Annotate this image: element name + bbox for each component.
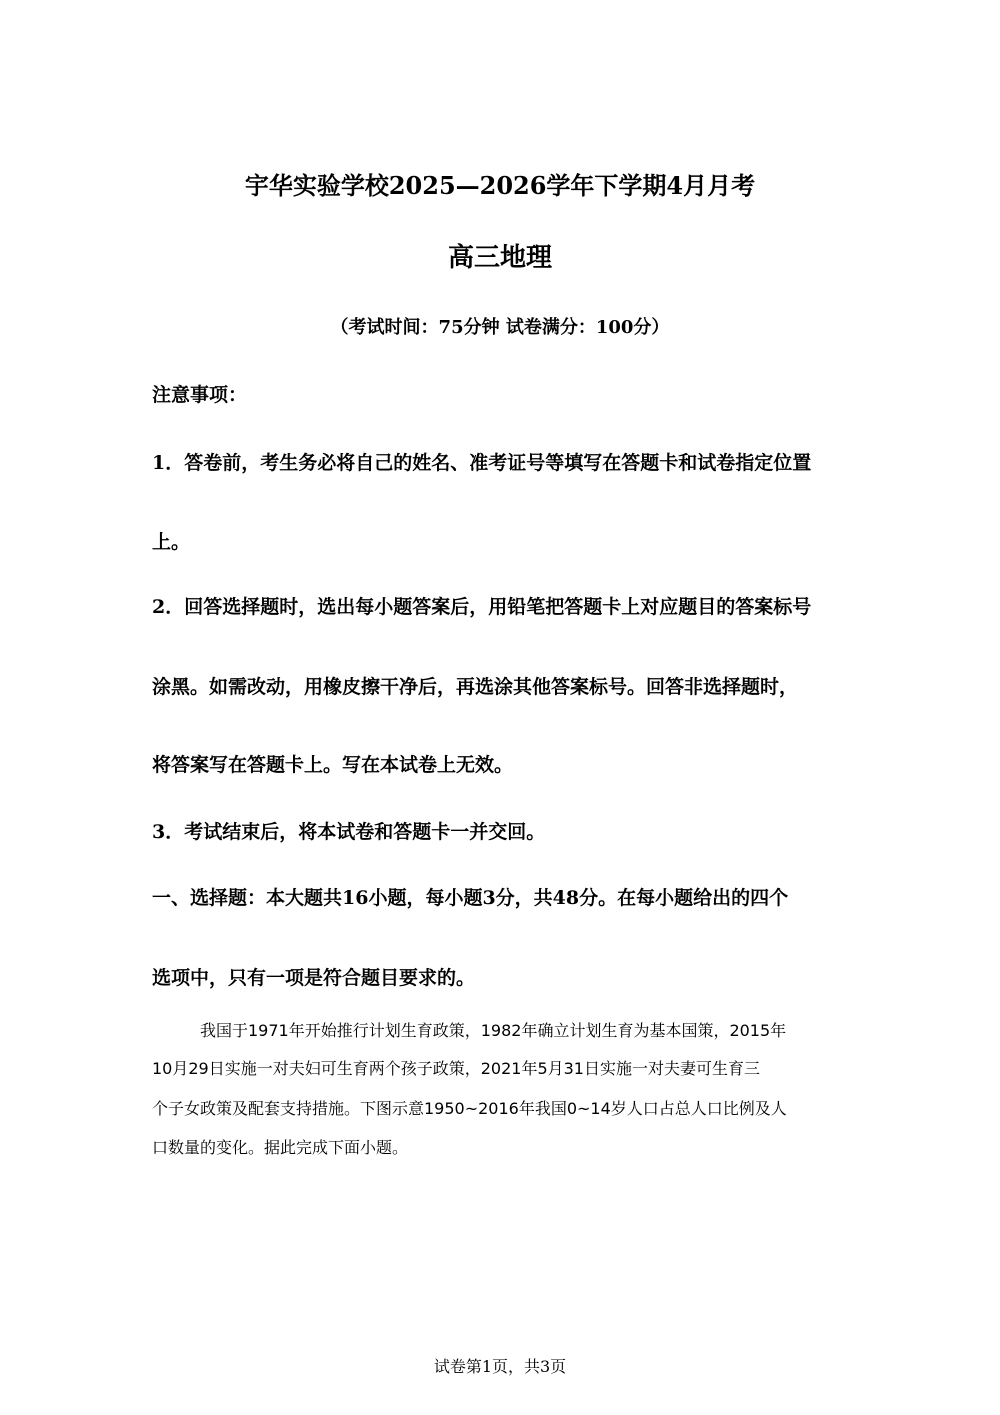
notice-item-2-line-3: 将答案写在答题卡上。写在本试卷上无效。 <box>152 754 514 776</box>
notice-item-1-line-1: 1．答卷前，考生务必将自己的姓名、准考证号等填写在答题卡和试卷指定位置 <box>152 452 812 474</box>
page-footer: 试卷第1页，共3页 <box>433 1357 567 1376</box>
notice-heading: 注意事项： <box>152 384 248 406</box>
passage-line-3: 个子女政策及配套支持措施。下图示意1950~2016年我国0~14岁人口占总人口比例及人 <box>152 1099 787 1118</box>
passage-line-4: 口数量的变化。据此完成下面小题。 <box>152 1138 409 1157</box>
exam-info: （考试时间：75分钟 试卷满分：100分） <box>330 317 670 338</box>
notice-item-2-line-1: 2．回答选择题时，选出每小题答案后，用铅笔把答题卡上对应题目的答案标号 <box>152 596 812 618</box>
passage-line-1: 我国于1971年开始推行计划生育政策，1982年确立计划生育为基本国策，2015年 <box>200 1021 787 1040</box>
notice-item-1-line-2: 上。 <box>152 531 191 553</box>
section-heading-line-2: 选项中，只有一项是符合题目要求的。 <box>152 967 476 989</box>
passage-line-2: 10月29日实施一对夫妇可生育两个孩子政策，2021年5月31日实施一对夫妻可生育三 <box>152 1059 760 1078</box>
notice-item-3-line-1: 3．考试结束后，将本试卷和答题卡一并交回。 <box>152 821 546 843</box>
exam-title: 宇华实验学校2025—2026学年下学期4月月考 <box>244 171 756 200</box>
section-heading-line-1: 一、选择题：本大题共16小题，每小题3分，共48分。在每小题给出的四个 <box>152 887 789 909</box>
notice-item-2-line-2: 涂黑。如需改动，用橡皮擦干净后，再选涂其他答案标号。回答非选择题时， <box>152 676 799 698</box>
subject-title: 高三地理 <box>447 243 552 273</box>
